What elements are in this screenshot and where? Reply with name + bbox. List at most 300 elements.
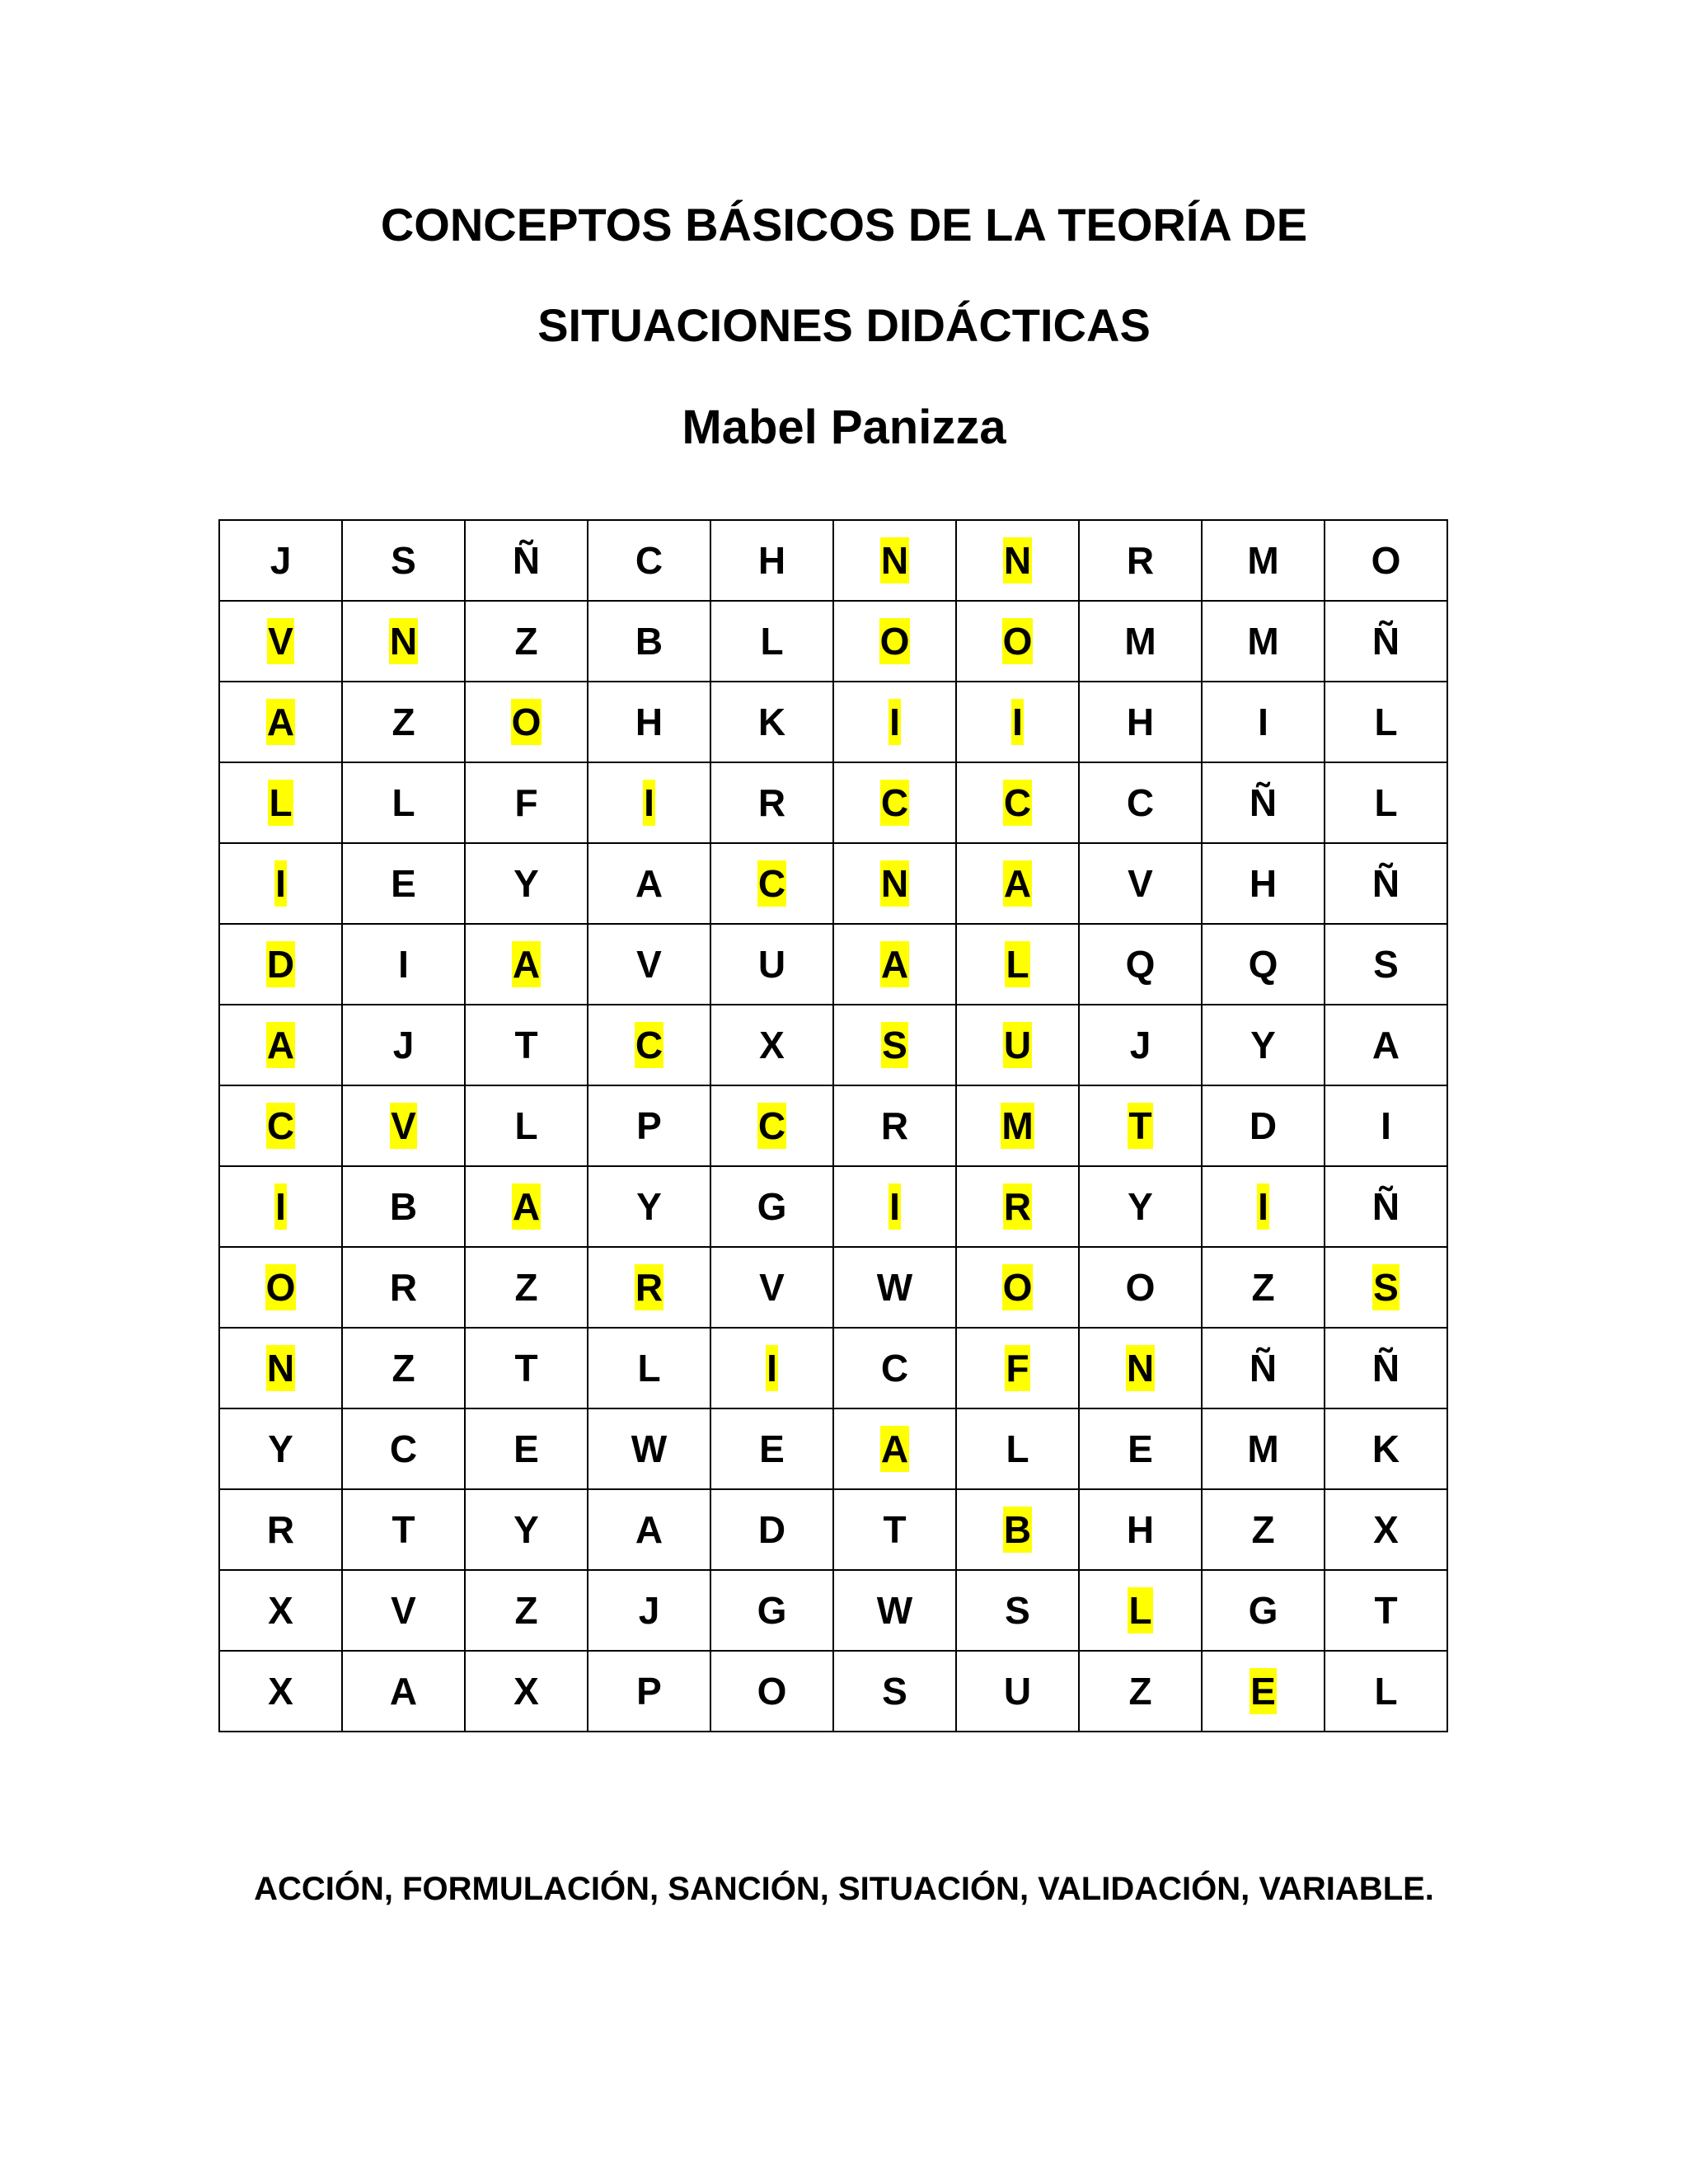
grid-cell[interactable]	[833, 762, 956, 843]
highlighted-letter: T	[1128, 1104, 1152, 1147]
grid-cell[interactable]	[588, 843, 710, 924]
grid-letter: Z	[392, 1347, 415, 1390]
grid-letter: V	[391, 1589, 416, 1632]
grid-letter: L	[392, 781, 415, 824]
grid-cell[interactable]	[833, 1085, 956, 1166]
grid-letter: J	[392, 1024, 415, 1066]
grid-letter: D	[1249, 1104, 1278, 1147]
highlighted-letter: E	[1250, 1670, 1276, 1713]
grid-cell[interactable]	[710, 1651, 833, 1732]
grid-cell[interactable]	[342, 520, 465, 601]
grid-cell[interactable]	[219, 1489, 342, 1570]
grid-letter: T	[514, 1024, 538, 1066]
grid-cell[interactable]	[1202, 1489, 1325, 1570]
grid-letter: Q	[1248, 943, 1278, 986]
grid-letter: S	[882, 1670, 907, 1713]
grid-cell[interactable]	[710, 762, 833, 843]
grid-cell[interactable]	[342, 1005, 465, 1085]
grid-cell[interactable]	[219, 843, 342, 924]
grid-cell[interactable]	[588, 1166, 710, 1247]
grid-cell[interactable]	[1202, 1651, 1325, 1732]
grid-cell[interactable]	[465, 1085, 588, 1166]
highlighted-letter: A	[266, 701, 295, 743]
grid-cell[interactable]	[1325, 1085, 1447, 1166]
grid-cell[interactable]	[465, 924, 588, 1005]
grid-cell[interactable]	[710, 1570, 833, 1651]
grid-cell[interactable]	[1325, 1005, 1447, 1085]
grid-cell[interactable]	[465, 1489, 588, 1570]
grid-cell[interactable]	[710, 1166, 833, 1247]
grid-cell[interactable]	[219, 762, 342, 843]
grid-letter: Y	[513, 862, 539, 905]
grid-cell[interactable]	[833, 1166, 956, 1247]
grid-cell[interactable]	[1202, 1328, 1325, 1408]
highlighted-letter: I	[275, 1185, 286, 1228]
grid-cell[interactable]	[956, 762, 1079, 843]
grid-row	[219, 682, 1447, 762]
grid-cell[interactable]	[956, 1651, 1079, 1732]
grid-cell[interactable]	[1202, 601, 1325, 682]
grid-cell[interactable]	[1325, 1247, 1447, 1328]
grid-letter: Z	[514, 1589, 538, 1632]
grid-cell[interactable]	[588, 1085, 710, 1166]
grid-cell[interactable]	[710, 520, 833, 601]
grid-letter: V	[759, 1266, 785, 1309]
grid-letter: M	[1247, 539, 1279, 582]
grid-letter: S	[391, 539, 416, 582]
highlighted-letter: I	[644, 781, 654, 824]
grid-cell[interactable]	[1325, 924, 1447, 1005]
highlighted-letter: I	[889, 1185, 900, 1228]
highlighted-letter: S	[1373, 1266, 1399, 1309]
grid-cell[interactable]	[1079, 1166, 1202, 1247]
grid-letter: L	[1006, 1427, 1029, 1470]
highlighted-letter: L	[1006, 943, 1029, 986]
grid-cell[interactable]	[710, 1489, 833, 1570]
grid-cell[interactable]	[1325, 1408, 1447, 1489]
grid-letter: P	[636, 1104, 662, 1147]
grid-letter: T	[514, 1347, 538, 1390]
grid-letter: G	[757, 1589, 787, 1632]
grid-cell[interactable]	[588, 1408, 710, 1489]
grid-cell[interactable]	[710, 843, 833, 924]
grid-letter: A	[635, 1508, 663, 1551]
grid-cell[interactable]	[465, 1247, 588, 1328]
grid-cell[interactable]	[465, 1005, 588, 1085]
grid-letter: J	[270, 539, 292, 582]
grid-cell[interactable]	[833, 1570, 956, 1651]
grid-row	[219, 601, 1447, 682]
grid-cell[interactable]	[1202, 843, 1325, 924]
grid-cell[interactable]	[465, 843, 588, 924]
grid-letter: V	[636, 943, 662, 986]
grid-cell[interactable]	[956, 1085, 1079, 1166]
grid-cell[interactable]	[465, 1651, 588, 1732]
grid-cell[interactable]	[1202, 1085, 1325, 1166]
grid-cell[interactable]	[1202, 762, 1325, 843]
grid-cell[interactable]	[588, 1247, 710, 1328]
grid-letter: C	[1126, 781, 1155, 824]
grid-letter: R	[389, 1266, 418, 1309]
grid-letter: Z	[514, 620, 538, 663]
grid-row	[219, 1570, 1447, 1651]
grid-letter: W	[631, 1427, 668, 1470]
grid-cell[interactable]	[465, 601, 588, 682]
grid-cell[interactable]	[588, 1489, 710, 1570]
grid-letter: R	[757, 781, 786, 824]
grid-letter: Ñ	[1249, 1347, 1278, 1390]
grid-letter: E	[1128, 1427, 1153, 1470]
grid-cell[interactable]	[710, 1408, 833, 1489]
highlighted-letter: L	[269, 781, 293, 824]
grid-cell[interactable]	[219, 682, 342, 762]
grid-cell[interactable]	[342, 1570, 465, 1651]
grid-cell[interactable]	[465, 520, 588, 601]
highlighted-letter: D	[266, 943, 295, 986]
grid-letter: U	[1003, 1670, 1032, 1713]
grid-letter: C	[389, 1427, 418, 1470]
grid-row	[219, 1085, 1447, 1166]
grid-row	[219, 1489, 1447, 1570]
highlighted-letter: I	[767, 1347, 777, 1390]
grid-cell[interactable]	[956, 1328, 1079, 1408]
grid-letter: Z	[1128, 1670, 1152, 1713]
highlighted-letter: N	[880, 862, 909, 905]
grid-letter: H	[635, 701, 663, 743]
grid-cell[interactable]	[588, 1005, 710, 1085]
grid-letter: M	[1124, 620, 1156, 663]
grid-cell[interactable]	[1325, 1489, 1447, 1570]
highlighted-letter: N	[389, 620, 418, 663]
grid-letter: L	[1374, 701, 1398, 743]
highlighted-letter: C	[757, 862, 786, 905]
grid-cell[interactable]	[1325, 1166, 1447, 1247]
grid-cell[interactable]	[956, 843, 1079, 924]
highlighted-letter: O	[1002, 1266, 1033, 1309]
grid-cell[interactable]	[1202, 682, 1325, 762]
grid-letter: J	[638, 1589, 660, 1632]
grid-cell[interactable]	[342, 1247, 465, 1328]
grid-letter: Ñ	[1249, 781, 1278, 824]
grid-letter: E	[513, 1427, 539, 1470]
grid-letter: O	[1371, 539, 1401, 582]
grid-letter: Y	[268, 1427, 293, 1470]
highlighted-letter: N	[880, 539, 909, 582]
grid-cell[interactable]	[1079, 1085, 1202, 1166]
grid-letter: S	[1373, 943, 1399, 986]
grid-cell[interactable]	[1325, 520, 1447, 601]
grid-cell[interactable]	[1202, 1247, 1325, 1328]
grid-cell[interactable]	[1079, 924, 1202, 1005]
grid-cell[interactable]	[833, 520, 956, 601]
grid-letter: Ñ	[512, 539, 541, 582]
grid-letter: Q	[1125, 943, 1156, 986]
grid-cell[interactable]	[342, 682, 465, 762]
highlighted-letter: V	[391, 1104, 416, 1147]
grid-letter: O	[757, 1670, 787, 1713]
highlighted-letter: O	[879, 620, 910, 663]
grid-cell[interactable]	[1079, 520, 1202, 601]
grid-letter: A	[389, 1670, 418, 1713]
grid-cell[interactable]	[710, 601, 833, 682]
grid-cell[interactable]	[219, 1570, 342, 1651]
grid-cell[interactable]	[1079, 843, 1202, 924]
grid-row	[219, 1005, 1447, 1085]
grid-cell[interactable]	[342, 1085, 465, 1166]
grid-cell[interactable]	[1079, 1570, 1202, 1651]
grid-cell[interactable]	[956, 1166, 1079, 1247]
grid-cell[interactable]	[342, 1166, 465, 1247]
grid-letter: Ñ	[1372, 1347, 1400, 1390]
grid-letter: A	[635, 862, 663, 905]
grid-cell[interactable]	[956, 1005, 1079, 1085]
highlighted-letter: C	[266, 1104, 295, 1147]
grid-cell[interactable]	[833, 682, 956, 762]
grid-letter: T	[883, 1508, 907, 1551]
grid-letter: R	[266, 1508, 295, 1551]
grid-letter: Y	[636, 1185, 662, 1228]
grid-cell[interactable]	[710, 1328, 833, 1408]
grid-letter: F	[514, 781, 538, 824]
highlighted-letter: I	[1258, 1185, 1268, 1228]
highlighted-letter: A	[266, 1024, 295, 1066]
grid-letter: O	[1125, 1266, 1156, 1309]
grid-cell[interactable]	[833, 1489, 956, 1570]
highlighted-letter: O	[265, 1266, 296, 1309]
grid-letter: G	[1248, 1589, 1278, 1632]
grid-cell[interactable]	[342, 843, 465, 924]
grid-cell[interactable]	[1079, 1408, 1202, 1489]
grid-letter: E	[759, 1427, 785, 1470]
grid-cell[interactable]	[1325, 682, 1447, 762]
highlighted-letter: A	[880, 943, 909, 986]
grid-letter: L	[514, 1104, 538, 1147]
grid-letter: I	[1381, 1104, 1391, 1147]
grid-letter: A	[1372, 1024, 1400, 1066]
grid-cell[interactable]	[465, 1166, 588, 1247]
grid-cell[interactable]	[588, 1328, 710, 1408]
grid-letter: W	[876, 1589, 913, 1632]
grid-row	[219, 1328, 1447, 1408]
grid-cell[interactable]	[833, 924, 956, 1005]
grid-cell[interactable]	[710, 1005, 833, 1085]
grid-cell[interactable]	[1079, 1489, 1202, 1570]
grid-cell[interactable]	[710, 1247, 833, 1328]
grid-cell[interactable]	[588, 682, 710, 762]
grid-cell[interactable]	[833, 1328, 956, 1408]
grid-letter: Y	[513, 1508, 539, 1551]
grid-cell[interactable]	[1079, 762, 1202, 843]
highlighted-letter: N	[266, 1347, 295, 1390]
grid-cell[interactable]	[833, 1408, 956, 1489]
grid-letter: K	[1372, 1427, 1400, 1470]
grid-cell[interactable]	[588, 1570, 710, 1651]
grid-cell[interactable]	[342, 924, 465, 1005]
highlighted-letter: I	[1012, 701, 1023, 743]
grid-cell[interactable]	[219, 1085, 342, 1166]
grid-cell[interactable]	[219, 520, 342, 601]
grid-cell[interactable]	[342, 762, 465, 843]
highlighted-letter: A	[1003, 862, 1032, 905]
grid-cell[interactable]	[219, 601, 342, 682]
grid-letter: R	[1126, 539, 1155, 582]
highlighted-letter: M	[1001, 1104, 1034, 1147]
grid-cell[interactable]	[219, 1328, 342, 1408]
grid-row	[219, 1408, 1447, 1489]
grid-letter: Y	[1250, 1024, 1276, 1066]
grid-letter: H	[1126, 701, 1155, 743]
grid-cell[interactable]	[1079, 682, 1202, 762]
grid-cell[interactable]	[465, 1408, 588, 1489]
grid-letter: L	[1374, 781, 1398, 824]
grid-cell[interactable]	[1202, 1005, 1325, 1085]
grid-cell[interactable]	[465, 682, 588, 762]
grid-row	[219, 1247, 1447, 1328]
highlighted-letter: R	[1003, 1185, 1032, 1228]
highlighted-letter: B	[1003, 1508, 1032, 1551]
grid-letter: M	[1247, 620, 1279, 663]
grid-cell[interactable]	[956, 601, 1079, 682]
grid-cell[interactable]	[956, 682, 1079, 762]
grid-cell[interactable]	[342, 1489, 465, 1570]
grid-cell[interactable]	[1079, 1247, 1202, 1328]
grid-cell[interactable]	[1079, 601, 1202, 682]
grid-cell[interactable]	[342, 1408, 465, 1489]
grid-cell[interactable]	[833, 843, 956, 924]
highlighted-letter: V	[268, 620, 293, 663]
grid-letter: Y	[1128, 1185, 1153, 1228]
highlighted-letter: U	[1003, 1024, 1032, 1066]
grid-cell[interactable]	[219, 1005, 342, 1085]
highlighted-letter: F	[1006, 1347, 1029, 1390]
grid-cell[interactable]	[219, 1247, 342, 1328]
grid-row	[219, 1166, 1447, 1247]
grid-cell[interactable]	[342, 601, 465, 682]
highlighted-letter: O	[511, 701, 542, 743]
author-name: Mabel Panizza	[682, 401, 1006, 454]
grid-cell[interactable]	[1325, 1651, 1447, 1732]
grid-cell[interactable]	[833, 1651, 956, 1732]
grid-letter: X	[268, 1589, 293, 1632]
grid-cell[interactable]	[710, 924, 833, 1005]
grid-letter: Ñ	[1372, 620, 1400, 663]
highlighted-letter: C	[635, 1024, 663, 1066]
grid-letter: Ñ	[1372, 1185, 1400, 1228]
grid-cell[interactable]	[219, 924, 342, 1005]
title-line-1: CONCEPTOS BÁSICOS DE LA TEORÍA DE	[380, 199, 1308, 251]
grid-row	[219, 520, 1447, 601]
grid-cell[interactable]	[219, 1651, 342, 1732]
grid-cell[interactable]	[342, 1328, 465, 1408]
grid-cell[interactable]	[710, 682, 833, 762]
grid-cell[interactable]	[833, 601, 956, 682]
grid-letter: L	[1374, 1670, 1398, 1713]
grid-letter: T	[1374, 1589, 1398, 1632]
grid-letter: S	[1005, 1589, 1030, 1632]
grid-cell[interactable]	[219, 1166, 342, 1247]
grid-letter: P	[636, 1670, 662, 1713]
grid-cell[interactable]	[1202, 1408, 1325, 1489]
grid-letter: B	[635, 620, 663, 663]
highlighted-letter: I	[275, 862, 286, 905]
grid-letter: X	[1373, 1508, 1399, 1551]
grid-letter: X	[759, 1024, 785, 1066]
grid-row	[219, 843, 1447, 924]
highlighted-letter: A	[512, 1185, 541, 1228]
grid-letter: H	[1126, 1508, 1155, 1551]
highlighted-letter: I	[889, 701, 900, 743]
highlighted-letter: A	[880, 1427, 909, 1470]
grid-cell[interactable]	[1325, 762, 1447, 843]
grid-letter: Z	[1251, 1508, 1275, 1551]
grid-cell[interactable]	[1202, 520, 1325, 601]
grid-cell[interactable]	[956, 1247, 1079, 1328]
highlighted-letter: R	[635, 1266, 663, 1309]
grid-cell[interactable]	[588, 1651, 710, 1732]
word-search-grid	[218, 519, 1448, 1732]
grid-cell[interactable]	[1202, 1570, 1325, 1651]
grid-cell[interactable]	[1079, 1651, 1202, 1732]
grid-cell[interactable]	[588, 520, 710, 601]
grid-cell[interactable]	[956, 1489, 1079, 1570]
highlighted-letter: S	[882, 1024, 907, 1066]
grid-letter: C	[635, 539, 663, 582]
highlighted-letter: N	[1003, 539, 1032, 582]
grid-cell[interactable]	[588, 924, 710, 1005]
grid-cell[interactable]	[588, 762, 710, 843]
grid-cell[interactable]	[710, 1085, 833, 1166]
grid-cell[interactable]	[1202, 924, 1325, 1005]
grid-row	[219, 762, 1447, 843]
grid-letter: Z	[1251, 1266, 1275, 1309]
title-line-2: SITUACIONES DIDÁCTICAS	[537, 299, 1151, 351]
grid-cell[interactable]	[1202, 1166, 1325, 1247]
highlighted-letter: O	[1002, 620, 1033, 663]
grid-cell[interactable]	[1325, 1328, 1447, 1408]
grid-cell[interactable]	[465, 1570, 588, 1651]
grid-cell[interactable]	[1079, 1328, 1202, 1408]
grid-letter: Z	[392, 701, 415, 743]
grid-cell[interactable]	[1325, 601, 1447, 682]
grid-cell[interactable]	[956, 1570, 1079, 1651]
grid-letter: W	[876, 1266, 913, 1309]
grid-letter: L	[637, 1347, 661, 1390]
grid-cell[interactable]	[833, 1005, 956, 1085]
grid-row	[219, 1651, 1447, 1732]
grid-letter: U	[757, 943, 786, 986]
grid-cell[interactable]	[956, 520, 1079, 601]
grid-cell[interactable]	[465, 762, 588, 843]
word-list: ACCIÓN, FORMULACIÓN, SANCIÓN, SITUACIÓN, VALIDACIÓN, VARIABLE.	[254, 1871, 1434, 1907]
grid-letter: X	[513, 1670, 539, 1713]
grid-cell[interactable]	[1079, 1005, 1202, 1085]
grid-cell[interactable]	[956, 924, 1079, 1005]
grid-letter: M	[1247, 1427, 1279, 1470]
grid-cell[interactable]	[465, 1328, 588, 1408]
grid-letter: H	[1249, 862, 1278, 905]
grid-cell[interactable]	[956, 1408, 1079, 1489]
grid-cell[interactable]	[1325, 843, 1447, 924]
grid-cell[interactable]	[342, 1651, 465, 1732]
grid-letter: G	[757, 1185, 787, 1228]
grid-letter: I	[1258, 701, 1268, 743]
grid-cell[interactable]	[1325, 1570, 1447, 1651]
grid-cell[interactable]	[219, 1408, 342, 1489]
grid-letter: X	[268, 1670, 293, 1713]
grid-cell[interactable]	[588, 601, 710, 682]
grid-cell[interactable]	[833, 1247, 956, 1328]
grid-letter: J	[1129, 1024, 1151, 1066]
